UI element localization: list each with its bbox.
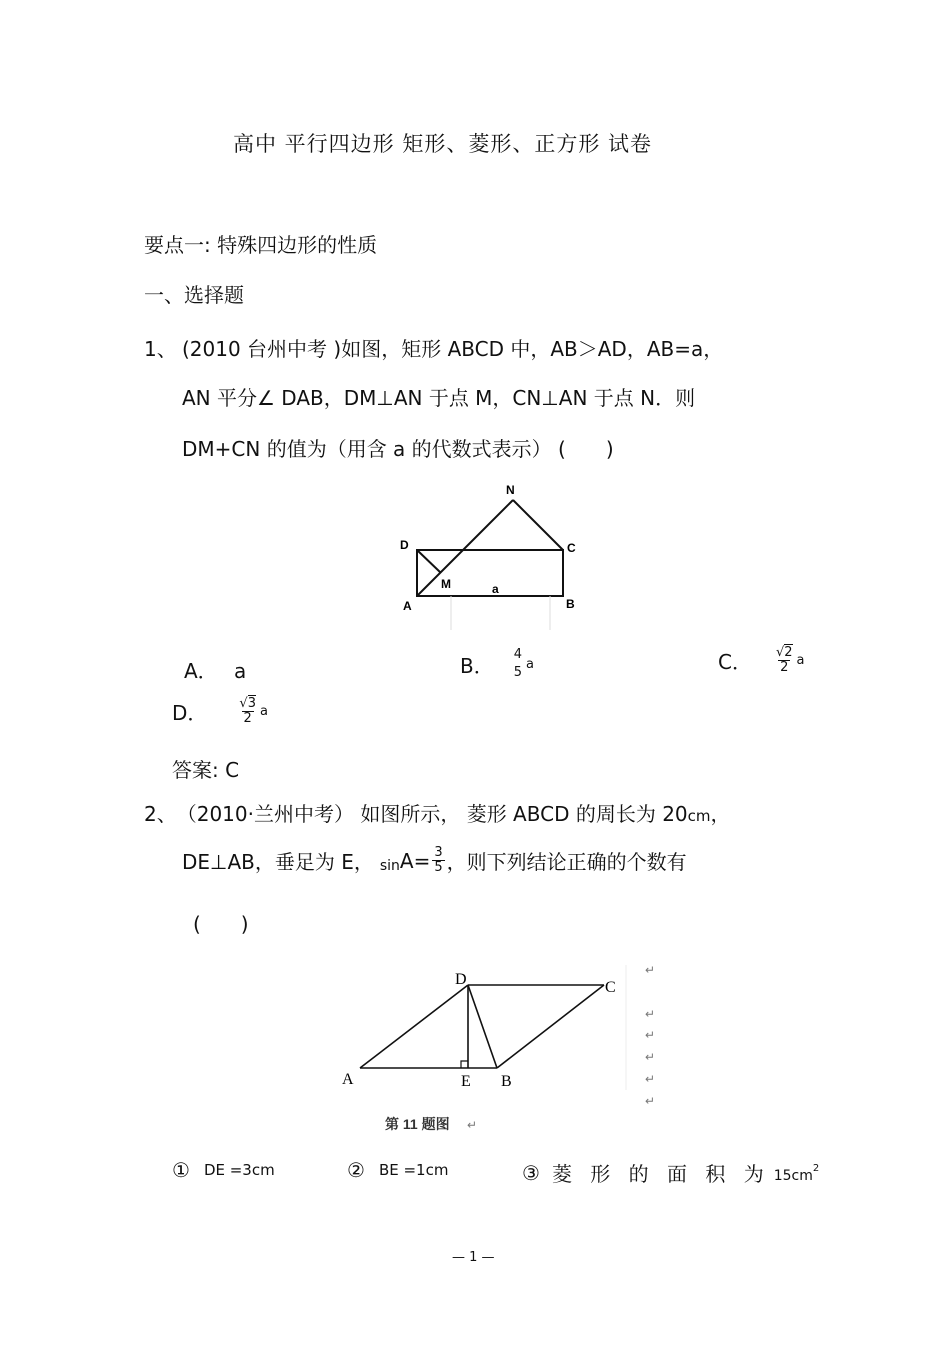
q2-choice-3 — [522, 1158, 819, 1187]
choice-3-sup: 2 — [812, 1163, 820, 1174]
return-mark: ↵ — [645, 1007, 656, 1021]
figure-caption: 第 11 题图 — [385, 1116, 450, 1132]
q1-number: 1、 — [144, 337, 177, 361]
q2-choice-1 — [172, 1158, 275, 1182]
label-b: B — [501, 1073, 512, 1090]
side-ad — [360, 985, 468, 1068]
segment-cn — [513, 500, 563, 550]
q2-rhombus-figure — [330, 960, 670, 1150]
fraction-numerator: √2 — [775, 645, 793, 660]
segment-dm — [417, 550, 441, 573]
option-a-label: A． — [184, 659, 218, 683]
q2-choice-2 — [347, 1158, 448, 1182]
q2-line3: ( ) — [193, 912, 249, 936]
fraction-denominator: 2 — [780, 660, 789, 675]
q2-fraction — [432, 846, 444, 875]
q2-line1 — [144, 798, 731, 827]
choice-1-text: DE =3cm — [203, 1161, 275, 1179]
option-c-label: C． — [718, 650, 752, 674]
q2-line2 — [182, 846, 687, 875]
q1-answer: 答案: C — [172, 758, 240, 782]
label-a: A — [342, 1071, 354, 1088]
label-d: D — [400, 538, 409, 552]
right-angle-mark — [461, 1061, 468, 1068]
option-b-label: B． — [460, 653, 494, 678]
label-n: N — [506, 483, 515, 497]
fraction-numerator: 3 — [434, 845, 443, 860]
q2-line2-rest: ，则下列结论正确的个数有 — [446, 850, 687, 874]
label-b: B — [566, 597, 575, 611]
label-c: C — [567, 541, 576, 555]
choice-2-text: BE =1cm — [378, 1161, 449, 1179]
option-a-text: a — [234, 659, 247, 683]
label-e: E — [461, 1073, 471, 1090]
section-heading: 要点一: 特殊四边形的性质 — [144, 233, 378, 257]
fraction-numerator: 4 — [513, 647, 523, 662]
label-m: M — [441, 577, 451, 591]
q2-line1-end: ， — [710, 802, 731, 826]
option-d-fraction — [237, 697, 258, 726]
option-d-var: a — [259, 704, 268, 719]
fraction-denominator: 2 — [243, 711, 252, 726]
return-mark: ↵ — [645, 1072, 656, 1086]
choice-3-text: 菱 形 的 面 积 为 — [551, 1162, 770, 1186]
side-cb — [497, 985, 604, 1068]
q1-option-c — [718, 646, 805, 675]
return-mark: ↵ — [645, 1094, 656, 1108]
q2-unit: cm — [687, 807, 711, 825]
q2-number: 2、 — [144, 802, 177, 826]
option-b-var: a — [526, 656, 534, 672]
q1-option-b — [460, 648, 534, 680]
q2-line1-text: （2010·兰州中考） 如图所示， 菱形 ABCD 的周长为 20 — [176, 802, 688, 826]
q1-option-a — [184, 655, 246, 684]
option-c-fraction — [774, 646, 795, 675]
return-mark: ↵ — [645, 1050, 656, 1064]
fraction-denominator: 5 — [513, 665, 523, 680]
q1-rectangle-figure — [395, 480, 595, 630]
choice-3-value: 15cm — [773, 1167, 813, 1184]
q1-option-d — [172, 697, 268, 726]
caption-return-mark: ↵ — [467, 1118, 478, 1132]
segment-db — [468, 985, 497, 1068]
choice-1-mark: ① — [172, 1158, 190, 1182]
q2-line2-text: DE⊥AB，垂足为 E， — [182, 850, 374, 874]
page-title: 高中 平行四边形 矩形、菱形、正方形 试卷 — [233, 132, 653, 156]
choice-2-mark: ② — [347, 1158, 365, 1182]
q1-line3: DM+CN 的值为（用含 a 的代数式表示） ( ) — [182, 437, 614, 461]
option-c-var: a — [796, 653, 805, 668]
subsection-heading: 一、选择题 — [144, 283, 244, 307]
fraction-numerator: √3 — [239, 696, 256, 711]
option-d-label: D． — [172, 701, 208, 725]
q1-line2: AN 平分∠ DAB，DM⊥AN 于点 M，CN⊥AN 于点 N．则 — [182, 386, 696, 410]
option-b-fraction — [512, 648, 524, 680]
choice-3-mark: ③ — [522, 1160, 540, 1185]
label-a-side: a — [492, 582, 499, 596]
label-d: D — [455, 971, 467, 988]
label-c: C — [605, 979, 616, 996]
sin-label: sin — [379, 857, 400, 874]
return-mark: ↵ — [645, 1028, 656, 1042]
q1-line1: (2010 台州中考 )如图，矩形 ABCD 中，AB＞AD，AB=a， — [182, 337, 724, 361]
page-number: — 1 — — [452, 1250, 495, 1265]
fraction-denominator: 5 — [434, 860, 443, 875]
label-a: A — [403, 599, 412, 613]
return-mark: ↵ — [645, 963, 656, 977]
q2-line2-eq: A= — [399, 848, 431, 873]
